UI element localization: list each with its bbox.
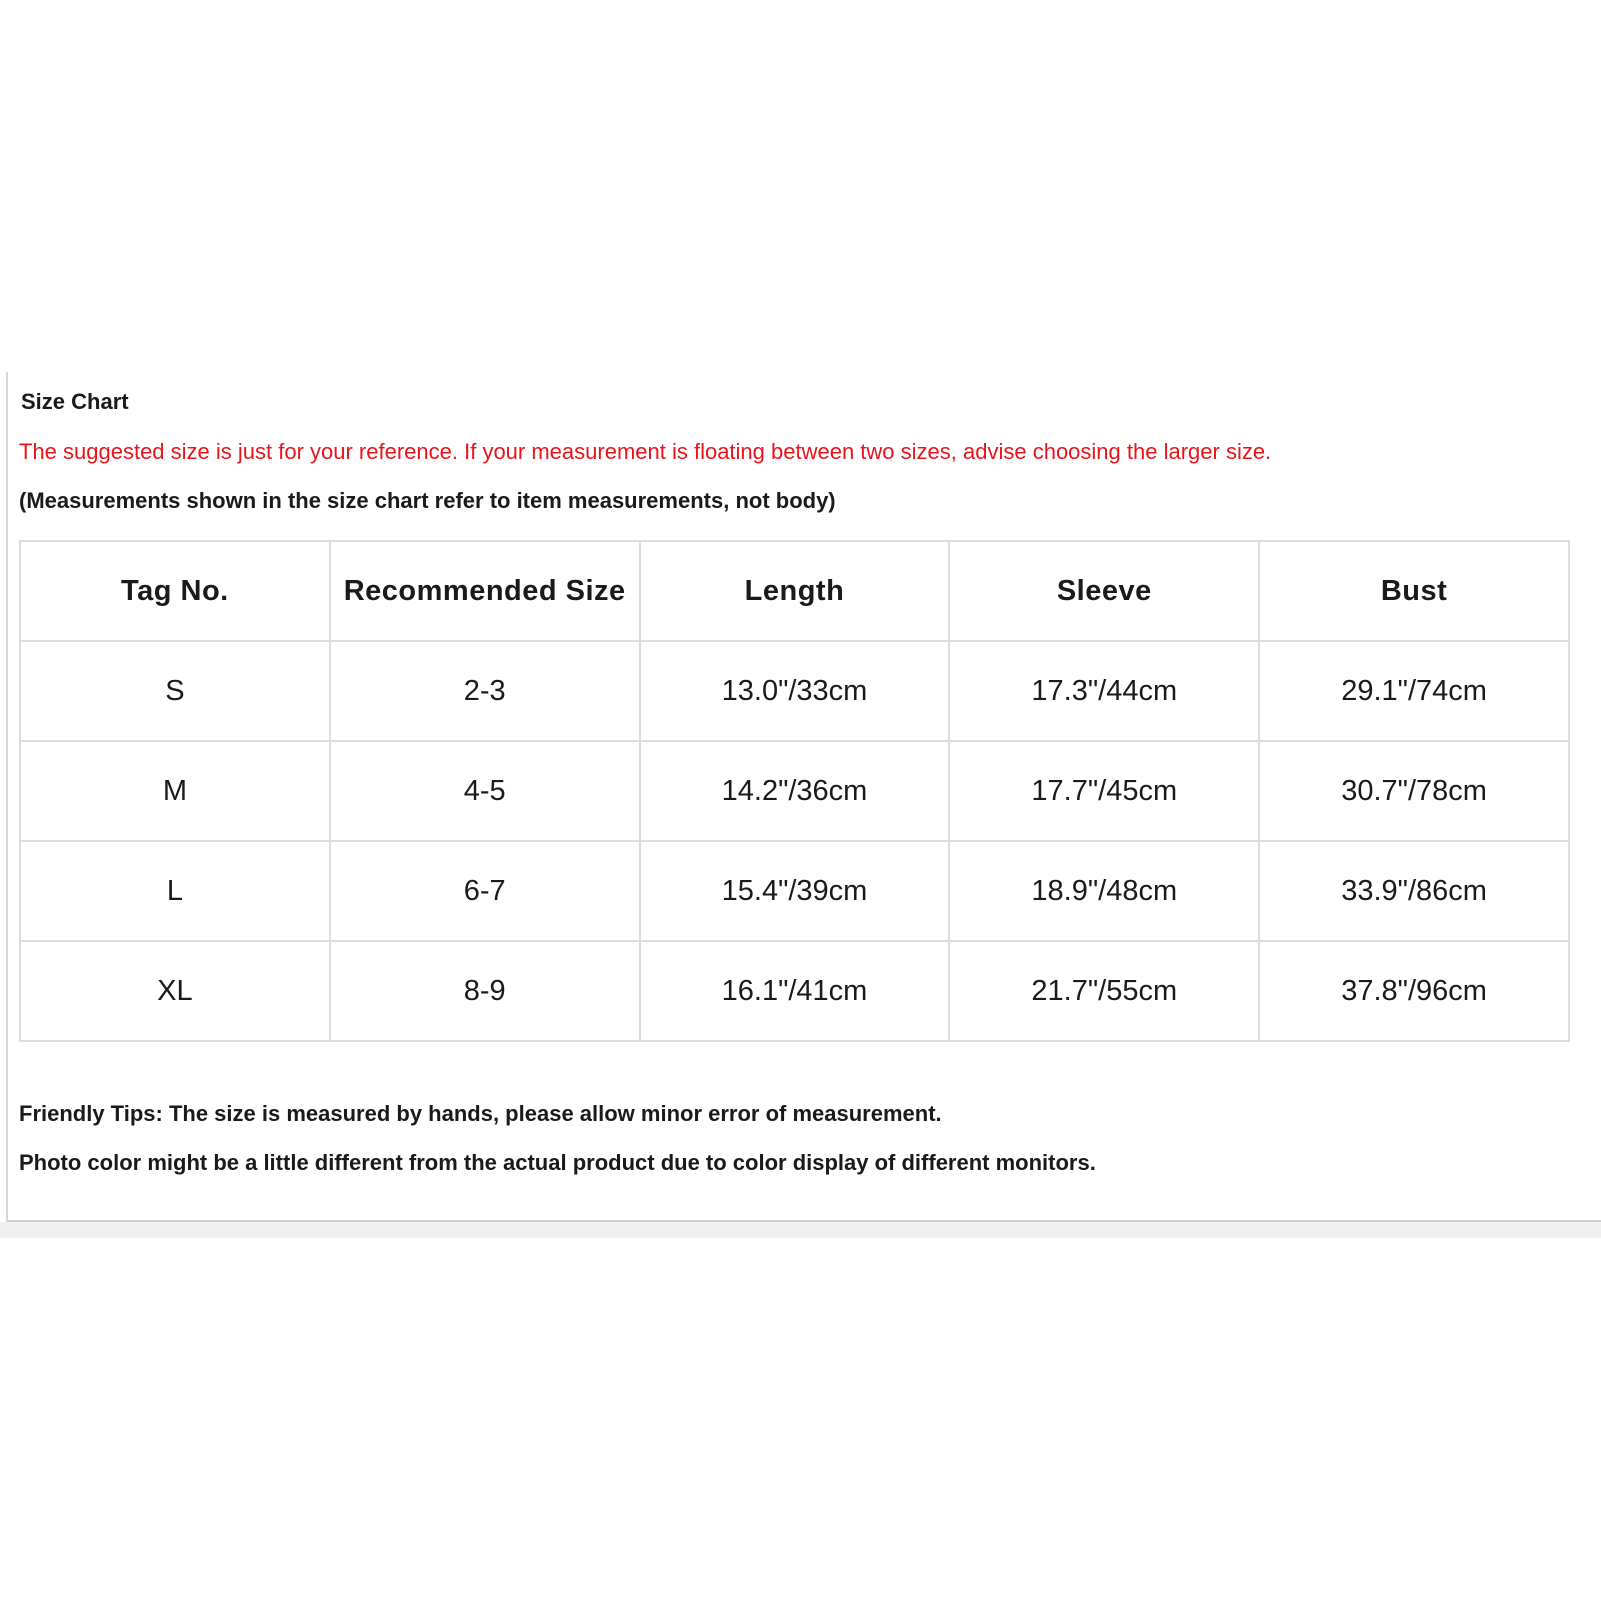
cell-sleeve: 17.7"/45cm (949, 741, 1259, 841)
cell-tag: XL (20, 941, 330, 1041)
header-bust: Bust (1259, 541, 1569, 641)
cell-recommended-size: 4-5 (330, 741, 640, 841)
cell-recommended-size: 8-9 (330, 941, 640, 1041)
table-row (20, 641, 1569, 741)
header-tag-no: Tag No. (20, 541, 330, 641)
header-sleeve: Sleeve (949, 541, 1259, 641)
table-header-row (20, 541, 1569, 641)
cell-tag: S (20, 641, 330, 741)
friendly-tips: Friendly Tips: The size is measured by hands, please allow minor error of measurement. (19, 1101, 942, 1126)
cell-recommended-size: 6-7 (330, 841, 640, 941)
cell-recommended-size: 2-3 (330, 641, 640, 741)
cell-tag: M (20, 741, 330, 841)
cell-tag: L (20, 841, 330, 941)
cell-sleeve: 17.3"/44cm (949, 641, 1259, 741)
cell-bust: 37.8"/96cm (1259, 941, 1569, 1041)
table-row (20, 941, 1569, 1041)
cell-bust: 33.9"/86cm (1259, 841, 1569, 941)
cell-length: 15.4"/39cm (640, 841, 950, 941)
cell-length: 16.1"/41cm (640, 941, 950, 1041)
cell-sleeve: 21.7"/55cm (949, 941, 1259, 1041)
table-row (20, 841, 1569, 941)
size-reference-notice: The suggested size is just for your reference. If your measurement is floating between two sizes, advise choosing the larger size. (19, 439, 1272, 464)
measurement-note: (Measurements shown in the size chart refer to item measurements, not body) (19, 488, 836, 513)
cell-sleeve: 18.9"/48cm (949, 841, 1259, 941)
cell-bust: 29.1"/74cm (1259, 641, 1569, 741)
size-chart-panel (6, 372, 1601, 1222)
size-table (19, 540, 1570, 1042)
cell-bust: 30.7"/78cm (1259, 741, 1569, 841)
panel-bottom-shadow (0, 1222, 1601, 1238)
cell-length: 13.0"/33cm (640, 641, 950, 741)
photo-color-note: Photo color might be a little different from the actual product due to color display of different monitors. (19, 1150, 1096, 1175)
size-chart-title: Size Chart (21, 389, 129, 414)
header-recommended-size: Recommended Size (330, 541, 640, 641)
table-row (20, 741, 1569, 841)
header-length: Length (640, 541, 950, 641)
cell-length: 14.2"/36cm (640, 741, 950, 841)
